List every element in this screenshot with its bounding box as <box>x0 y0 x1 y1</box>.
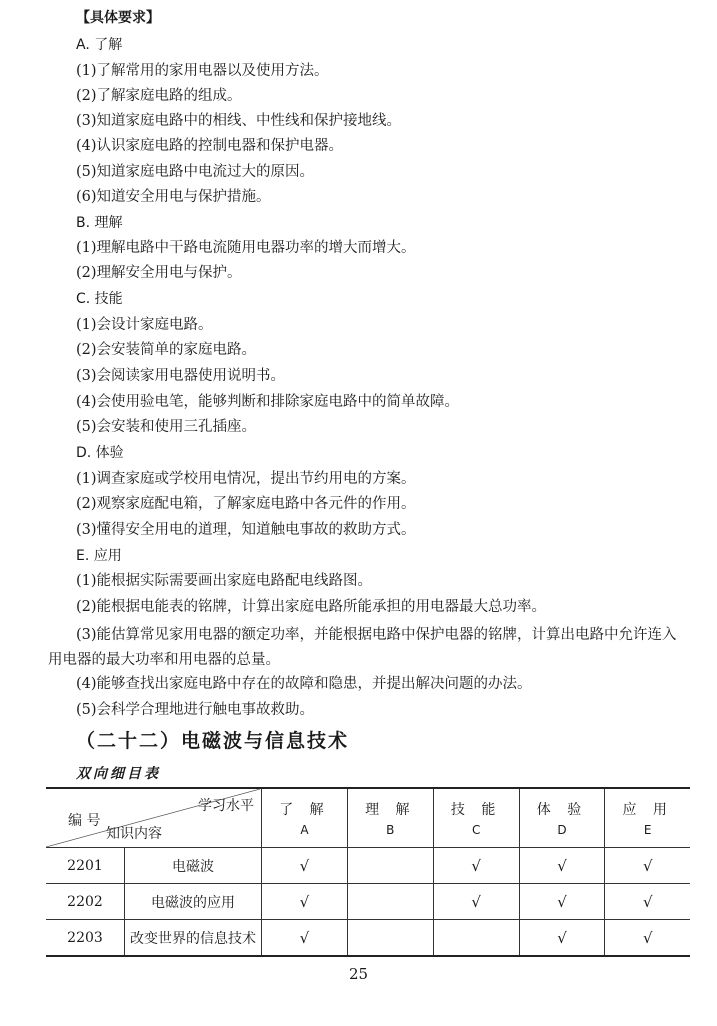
check-mark: √ <box>433 848 519 884</box>
section-c-title: C. 技能 <box>76 291 123 307</box>
check-mark <box>347 848 433 884</box>
requirement-item: (3)懂得安全用电的道理，知道触电事故的救助方式。 <box>76 522 416 538</box>
check-mark: √ <box>519 848 605 884</box>
chapter-title: （二十二）电磁波与信息技术 <box>76 730 350 752</box>
check-mark: √ <box>605 848 690 884</box>
requirement-item: (5)会科学合理地进行触电事故救助。 <box>76 702 315 718</box>
level-header-b: 理 解 B <box>347 788 433 848</box>
requirement-item: (4)认识家庭电路的控制电器和保护电器。 <box>76 138 344 154</box>
requirement-item: (4)能够查找出家庭电路中存在的故障和隐患，并提出解决问题的办法。 <box>76 676 532 692</box>
header-number: 编 号 <box>68 813 101 829</box>
requirement-item-multiline: (3)能估算常见家用电器的额定功率，并能根据电路中保护电器的铭牌，计算出电路中允许连入用电器的最大功率和用电器的总量。 <box>48 627 677 668</box>
table-header-row <box>46 788 690 848</box>
row-number: 2203 <box>46 920 125 957</box>
requirements-heading: 【具体要求】 <box>76 10 160 26</box>
table-row <box>46 848 690 884</box>
row-content: 电磁波 <box>125 848 262 884</box>
check-mark <box>347 920 433 957</box>
check-mark: √ <box>605 884 690 920</box>
section-a-title: A. 了解 <box>76 37 123 53</box>
level-header-a: 了 解 A <box>262 788 348 848</box>
check-mark <box>433 920 519 957</box>
section-e-title: E. 应用 <box>76 548 122 564</box>
check-mark: √ <box>433 884 519 920</box>
row-number: 2201 <box>46 848 125 884</box>
header-learning-level: 学习水平 <box>198 798 254 814</box>
table-row <box>46 884 690 920</box>
check-mark: √ <box>605 920 690 957</box>
row-content: 电磁波的应用 <box>125 884 262 920</box>
requirement-item: (1)会设计家庭电路。 <box>76 317 213 333</box>
requirement-item: (2)理解安全用电与保护。 <box>76 265 242 281</box>
two-way-specification-table <box>46 787 690 957</box>
requirement-item: (2)观察家庭配电箱，了解家庭电路中各元件的作用。 <box>76 496 416 512</box>
table-row <box>46 920 690 957</box>
row-number: 2202 <box>46 884 125 920</box>
section-b-title: B. 理解 <box>76 215 123 231</box>
level-header-d: 体 验 D <box>519 788 605 848</box>
header-content: 知识内容 <box>106 826 162 842</box>
requirement-item: (4)会使用验电笔，能够判断和排除家庭电路中的简单故障。 <box>76 394 460 410</box>
table-subtitle: 双向细目表 <box>76 766 161 782</box>
requirement-item: (6)知道安全用电与保护措施。 <box>76 189 271 205</box>
requirement-item: (5)会安装和使用三孔插座。 <box>76 419 257 435</box>
diagonal-header-cell <box>46 788 262 848</box>
requirement-item: (1)理解电路中干路电流随用电器功率的增大而增大。 <box>76 240 416 256</box>
requirement-item: (3)会阅读家用电器使用说明书。 <box>76 368 286 384</box>
check-mark: √ <box>519 920 605 957</box>
section-d-title: D. 体验 <box>76 445 124 461</box>
check-mark: √ <box>262 920 348 957</box>
page-number: 25 <box>348 965 369 983</box>
check-mark: √ <box>519 884 605 920</box>
check-mark: √ <box>262 884 348 920</box>
requirement-item: (3)知道家庭电路中的相线、中性线和保护接地线。 <box>76 113 402 129</box>
requirement-item: (2)了解家庭电路的组成。 <box>76 88 242 104</box>
check-mark: √ <box>262 848 348 884</box>
requirement-item: (1)了解常用的家用电器以及使用方法。 <box>76 63 329 79</box>
level-header-c: 技 能 C <box>433 788 519 848</box>
level-header-e: 应 用 E <box>605 788 690 848</box>
requirement-item: (1)调查家庭或学校用电情况，提出节约用电的方案。 <box>76 471 416 487</box>
requirement-item: (2)能根据电能表的铭牌，计算出家庭电路所能承担的用电器最大总功率。 <box>76 599 547 615</box>
check-mark <box>347 884 433 920</box>
requirement-item: (1)能根据实际需要画出家庭电路配电线路图。 <box>76 573 373 589</box>
requirement-item: (2)会安装简单的家庭电路。 <box>76 342 257 358</box>
row-content: 改变世界的信息技术 <box>125 920 262 957</box>
requirement-item: (5)知道家庭电路中电流过大的原因。 <box>76 164 315 180</box>
